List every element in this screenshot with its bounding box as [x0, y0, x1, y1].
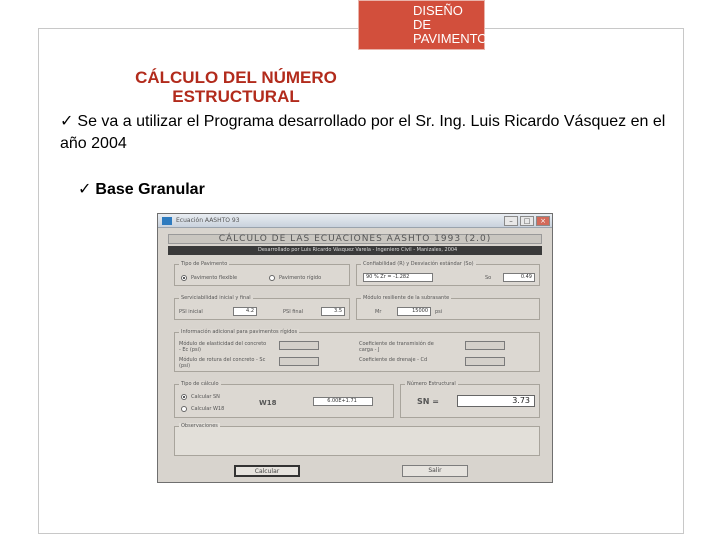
bullet-program: [60, 110, 680, 155]
minimize-icon[interactable]: –: [504, 216, 518, 226]
app-icon: [162, 217, 172, 225]
radio-pavimento-rigido[interactable]: [269, 275, 275, 281]
j-label: Coeficiente de transmisión de carga - J: [359, 341, 434, 353]
check-icon: ✓: [60, 111, 74, 130]
sn-output: 3.73: [457, 395, 535, 407]
app-heading: CÁLCULO DE LAS ECUACIONES AASHTO 1993 (2.0): [168, 234, 542, 244]
header-line-1: DISEÑO DE: [413, 3, 463, 32]
app-window-title: Ecuación AASHTO 93: [176, 217, 240, 224]
group-modulo-resiliente: [356, 295, 540, 320]
ec-input[interactable]: [279, 341, 319, 350]
maximize-icon[interactable]: □: [520, 216, 534, 226]
group-label: Tipo de Pavimento: [181, 261, 228, 267]
group-label: Número Estructural: [407, 381, 456, 387]
sc-input[interactable]: [279, 357, 319, 366]
group-label: Observaciones: [181, 423, 218, 429]
radio-label: Pavimento flexible: [191, 275, 238, 281]
radio-pavimento-flexible[interactable]: [181, 275, 187, 281]
close-icon[interactable]: ×: [536, 216, 550, 226]
psi-final-label: PSI final: [283, 309, 304, 315]
bullet-base-granular: [78, 178, 205, 201]
app-screenshot-window: [157, 213, 553, 483]
app-titlebar: [158, 214, 552, 228]
group-label: Serviciabilidad inicial y final: [181, 295, 251, 301]
psi-inicial-label: PSI inicial: [179, 309, 203, 315]
ec-label: Módulo de elasticidad del concreto - Ec (psi): [179, 341, 267, 353]
slide-title-line-2: ESTRUCTURAL: [172, 87, 300, 106]
group-observaciones: [174, 423, 540, 456]
header-tab: [358, 0, 497, 50]
radio-label: Pavimento rígido: [279, 275, 322, 281]
header-line-2: PAVIMENTOS: [413, 31, 497, 46]
confiabilidad-select[interactable]: 90 % Zr = -1.282: [363, 273, 433, 282]
group-serviciabilidad: [174, 295, 350, 320]
bullet-program-text: Se va a utilizar el Programa desarrollado por el Sr. Ing. Luis Ricardo Vásquez en el año 2004: [60, 113, 666, 152]
check-icon: ✓: [78, 179, 92, 198]
calcular-button[interactable]: Calcular: [234, 465, 300, 477]
j-input[interactable]: [465, 341, 505, 350]
salir-button[interactable]: Salir: [402, 465, 468, 477]
psi-inicial-input[interactable]: 4.2: [233, 307, 257, 316]
psi-final-input[interactable]: 3.5: [321, 307, 345, 316]
group-label: Módulo resiliente de la subrasante: [363, 295, 450, 301]
bullet-base-granular-text: Base Granular: [95, 181, 205, 198]
w18-label: W18: [259, 399, 277, 407]
group-tipo-pavimento: [174, 261, 350, 286]
mr-input[interactable]: 15000: [397, 307, 431, 316]
sn-label: SN =: [417, 397, 439, 406]
cd-label: Coeficiente de drenaje - Cd: [359, 357, 428, 363]
mr-label: Mr: [375, 309, 382, 315]
radio-calcular-sn[interactable]: [181, 394, 187, 400]
radio-label: Calcular W18: [191, 406, 225, 412]
slide-title: [96, 68, 376, 106]
so-input[interactable]: 0.49: [503, 273, 535, 282]
group-confiabilidad: [356, 261, 540, 286]
group-label: Confiabilidad (R) y Desviación estándar (So): [363, 261, 474, 267]
sc-label: Módulo de rotura del concreto - Sc (psi): [179, 357, 266, 369]
group-numero-estructural: [400, 381, 540, 418]
mr-unit: psi: [435, 309, 443, 315]
group-tipo-calculo: [174, 381, 394, 418]
radio-label: Calcular SN: [191, 394, 220, 400]
so-label: So: [485, 275, 492, 281]
radio-calcular-w18[interactable]: [181, 406, 187, 412]
app-author: Desarrollado por Luis Ricardo Vásquez Varela - Ingeniero Civil - Manizales, 2004: [168, 246, 542, 255]
w18-input[interactable]: 6.00E+1.71: [313, 397, 373, 406]
slide-title-line-1: CÁLCULO DEL NÚMERO: [135, 68, 337, 87]
group-label: Tipo de cálculo: [181, 381, 219, 387]
group-pavimentos-rigidos: [174, 329, 540, 372]
cd-input[interactable]: [465, 357, 505, 366]
group-label: Información adicional para pavimentos rígidos: [181, 329, 298, 335]
